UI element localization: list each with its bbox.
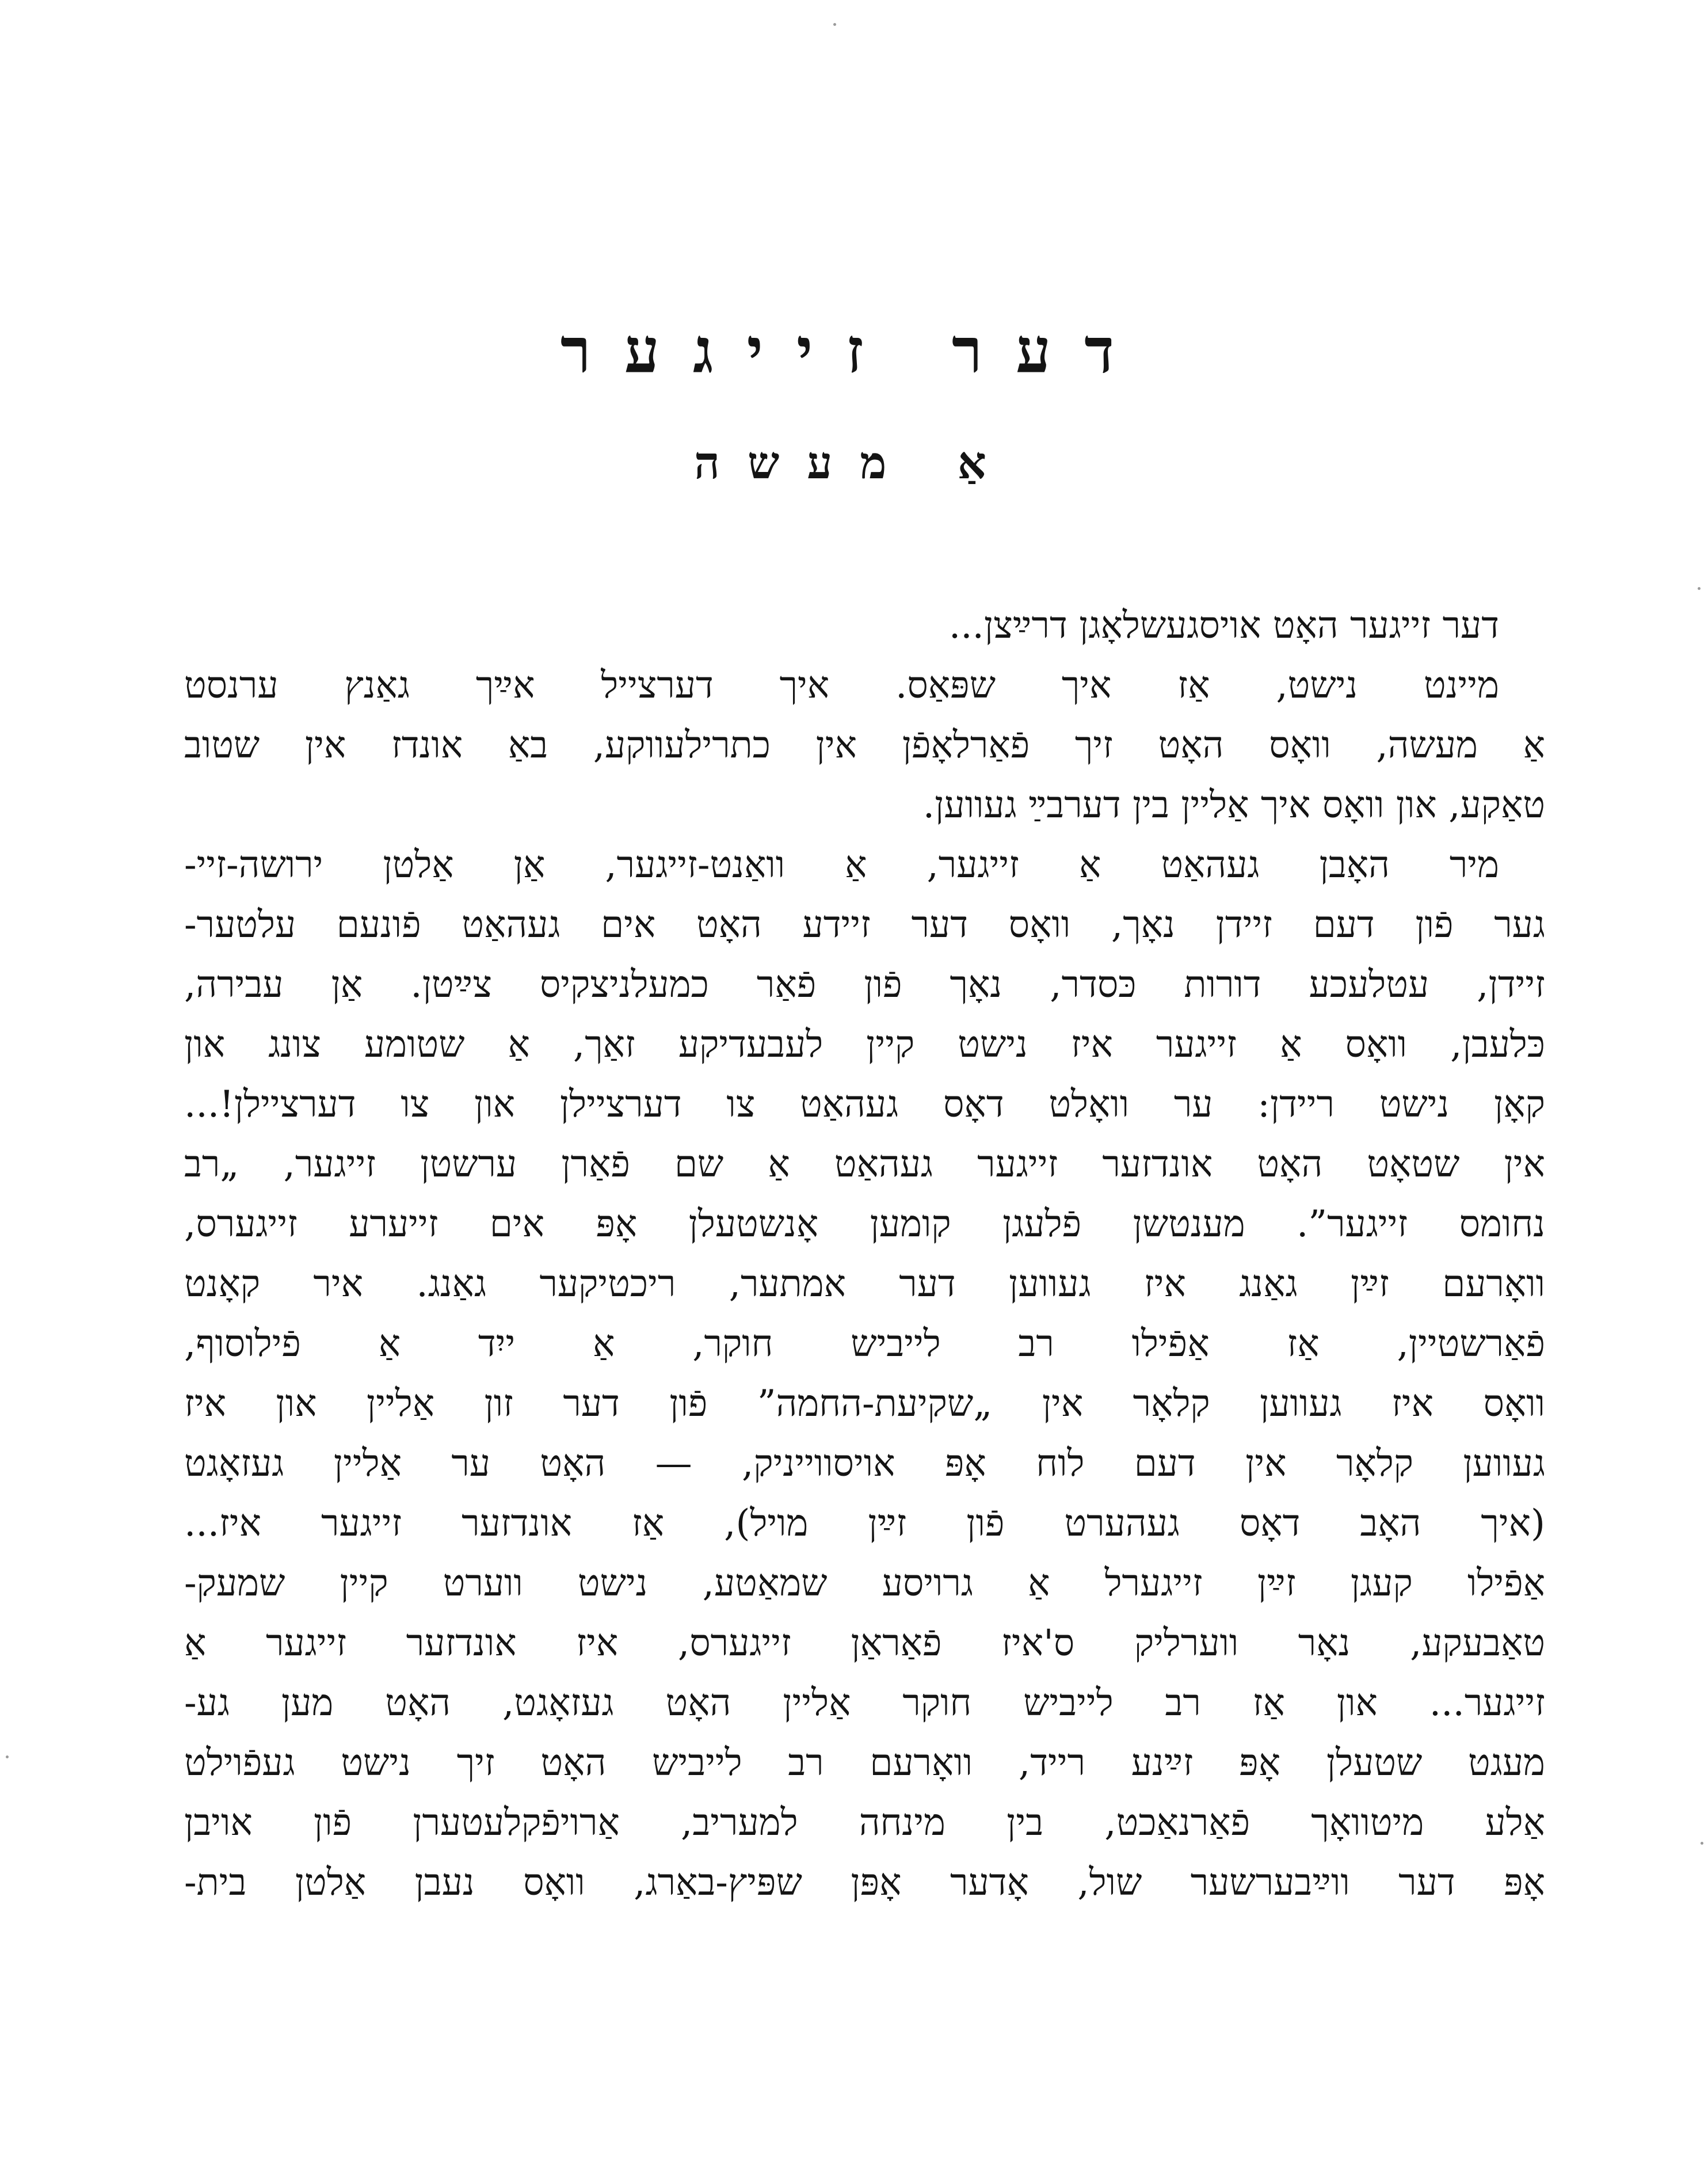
text-line: אין שטאָט האָט אונדזער זייגער געהאַט אַ שם פֿאַרן ערשטן זייגער, „רב (184, 1143, 1545, 1186)
text-line: טאַבעקע, נאָר ווערליק ס'איז פֿאַראַן זייגערס, איז אונדזער זייגער אַ (184, 1622, 1545, 1665)
scan-speck (1698, 587, 1701, 590)
text-line: זיידן, עטלעכע דורות כּסדר, נאָך פֿון פֿאַר כמעלניצקיס צײַטן. אַן עבירה, (184, 963, 1545, 1006)
text-line: אַ מעשה, וואָס האָט זיך פֿאַרלאָפֿן אין כתרילעווקע, באַ אונדז אין שטוב (184, 724, 1545, 767)
text-line: אַלע מיטוואָך פֿאַרנאַכט, בין מינחה למעריב, אַרויפֿקלעטערן פֿון אויבן (184, 1802, 1545, 1844)
text-line: קאָן נישט ריידן: ער וואָלט דאָס געהאַט צו דערציילן און צו דערציילן!... (184, 1083, 1545, 1126)
text-line: (איך האָב דאָס געהערט פֿון זײַן מויל), אַז אונדזער זייגער איז... (184, 1502, 1545, 1545)
story-subtitle: אַ מעשה (694, 437, 1014, 489)
text-line: זייגער... און אַז רב לייביש חוקר אַליין האָט געזאָגט, האָט מען גע- (184, 1682, 1545, 1724)
text-line: מיינט נישט, אַז איך שפּאַס. איך דערצייל אײַך גאַנץ ערנסט (184, 664, 1499, 707)
scan-speck (1701, 1842, 1703, 1845)
text-line: כּלעבן, וואָס אַ זייגער איז נישט קיין לעבעדיקע זאַך, אַ שטומע צונג און (184, 1023, 1545, 1066)
text-line: אַפֿילו קעגן זײַן זייגערל אַ גרויסע שמאַטע, נישט ווערט קיין שמעק- (184, 1562, 1545, 1605)
text-line: מעגט שטעלן אָפּ זײַנע רייד, וואָרעם רב לייביש האָט זיך נישט געפֿוילט (184, 1742, 1545, 1784)
text-line: וואָס איז געווען קלאָר אין „שקיעת-החמה” פֿון דער זון אַליין און איז (184, 1383, 1545, 1425)
text-line: וואָרעם זײַן גאַנג איז געווען דער אמתער, ריכטיקער גאַנג. איר קאָנט (184, 1263, 1545, 1305)
scan-speck (833, 23, 836, 26)
text-line: אָפּ דער ווײַבערשער שול, אָדער אָפּן שפּיץ-באַרג, וואָס נעבן אַלטן בית- (184, 1861, 1545, 1904)
text-line: מיר האָבן געהאַט אַ זייגער, אַ וואַנט-זייגער, אַן אַלטן ירושה-זיי- (184, 844, 1499, 886)
scan-speck (6, 1755, 9, 1758)
text-line: גער פֿון דעם זיידן נאָך, וואָס דער זיידע האָט אים געהאַט פֿונעם עלטער- (184, 904, 1545, 946)
text-line: דער זייגער האָט אויסגעשלאָגן דרײַצן... (948, 604, 1499, 647)
text-line: טאַקע, און וואָס איך אַליין בין דערבײַ געווען. (922, 784, 1545, 827)
text-line: פֿאַרשטיין, אַז אַפֿילו רב לייביש חוקר, אַ ייִד אַ פֿילוסוף, (184, 1323, 1545, 1365)
story-title: דער זייגער (560, 315, 1148, 387)
story-body (184, 596, 1545, 1913)
text-line: געווען קלאָר אין דעם לוח אָפּ אויסווייניק, — האָט ער אַליין געזאָגט (184, 1442, 1545, 1485)
text-line: נחומס זייגער”. מענטשן פֿלעגן קומען אָנשטעלן אָפּ אים זייערע זייגערס, (184, 1203, 1545, 1246)
